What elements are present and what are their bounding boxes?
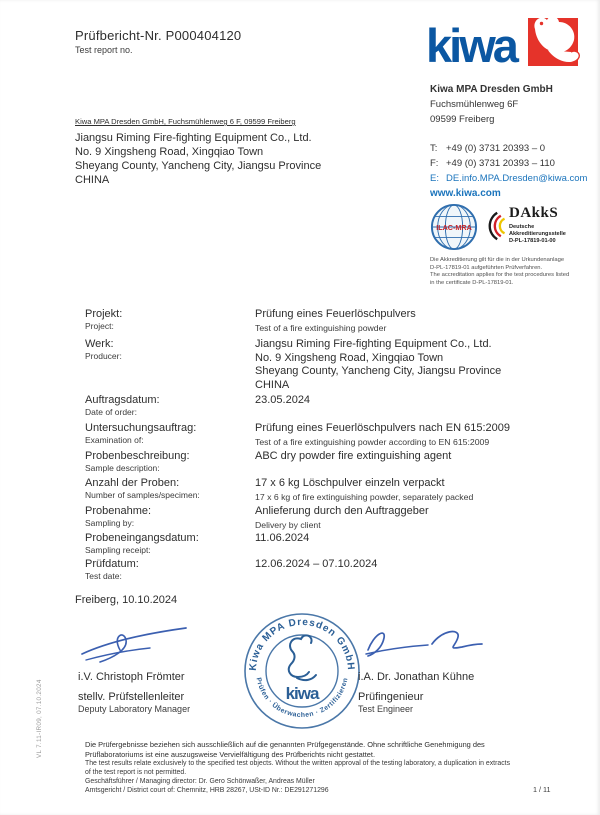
footer-block: Die Prüfergebnisse beziehen sich ausschließlich auf die genannten Prüfgegenstände. Ohne schriftliche Genehmigung des Prüflaboratoriums ist eine auszugsweise Vervielfältigung des Prüfberichts nicht gestattet. The test results relate exclusively to the specified test objects. Without the written approval of the testing laboratory, a duplication in extracts of the test report is not permitted. Geschäftsführer / Managing director: Dr. Gero Schönwaßer, Andreas Müller Amtsgericht / District court of: Chemnitz, HRB 28267, USt-ID Nr.: DE291271296: [85, 740, 555, 795]
report-number: Prüfbericht-Nr. P000404120: [75, 28, 242, 43]
field-project: Projekt: Project: Prüfung eines Feuerlöschpulvers Test of a fire extinguishing powder: [85, 308, 416, 333]
footer-management: Geschäftsführer / Managing director: Dr. Gero Schönwaßer, Andreas Müller: [85, 778, 315, 786]
company-city: 09599 Freiberg: [430, 114, 495, 125]
email-row: E: DE.info.MPA.Dresden@kiwa.com: [430, 173, 588, 184]
svg-text:ILAC-MRA: ILAC-MRA: [436, 222, 472, 232]
field-sample-receipt: Probeneingangsdatum: Sampling receipt: 11.06.2024: [85, 532, 310, 555]
signer-name: i.V. Christoph Frömter: [78, 671, 185, 683]
recipient-address: [75, 131, 321, 187]
company-address-block: [430, 82, 553, 127]
field-examination: Untersuchungsauftrag: Examination of: Prüfung eines Feuerlöschpulvers nach EN 615:2009 Test of a fire extinguishing powder according to EN 615:2009: [85, 422, 510, 447]
footer-court: Amtsgericht / District court of: Chemnitz, HRB 28267, USt-ID Nr.: DE291271296: [85, 787, 329, 795]
document-version-sidebar: VL 7.11-IR09, 07.10.2024: [36, 679, 43, 758]
signer-name: i.A. Dr. Jonathan Kühne: [358, 671, 475, 683]
fax-number: +49 (0) 3731 20393 – 110: [446, 158, 555, 169]
signature-kuehne-icon: [358, 622, 488, 664]
place-and-date: Freiberg, 10.10.2024: [75, 594, 178, 606]
stamp-kiwa-word: kiwa: [285, 684, 319, 703]
phone-row: T: +49 (0) 3731 20393 – 0: [430, 143, 546, 154]
ilac-mra-logo: [430, 203, 478, 251]
phone-number: +49 (0) 3731 20393 – 0: [446, 143, 546, 154]
dakks-subtitle: Deutsche Akkreditierungsstelle D-PL-17819-01-00: [509, 224, 566, 244]
recipient-line: CHINA: [75, 174, 110, 186]
field-sampling-by: Probenahme: Sampling by: Anlieferung durch den Auftraggeber Delivery by client: [85, 505, 429, 530]
signer-title-en: Deputy Laboratory Manager: [78, 704, 191, 714]
recipient-line: Sheyang County, Yancheng City, Jiangsu Province: [75, 160, 322, 172]
kiwa-wordmark: kiwa: [428, 19, 516, 72]
recipient-line: No. 9 Xingsheng Road, Xingqiao Town: [75, 146, 264, 158]
report-number-block: [75, 28, 241, 55]
signer-title-en: Test Engineer: [358, 704, 414, 714]
field-test-date: Prüfdatum: Test date: 12.06.2024 – 07.10.2024: [85, 558, 378, 581]
footer-disclaimer-de: Die Prüfergebnisse beziehen sich ausschließlich auf die genannten Prüfgegenstände. Ohne schriftliche Genehmigung des: [85, 740, 485, 749]
stamp-top-text: Kiwa MPA Dresden GmbH: [247, 616, 357, 672]
stamp-bottom-text: Prüfen · Überwachen · Zertifizieren: [254, 676, 350, 720]
signature-right: [358, 622, 548, 714]
dakks-wordmark: DAkkS: [509, 205, 559, 221]
website-url: www.kiwa.com: [430, 188, 501, 199]
beaver-icon: [528, 16, 579, 66]
contact-block: [430, 141, 587, 186]
field-order-date: Auftragsdatum: Date of order: 23.05.2024: [85, 394, 311, 417]
company-street: Fuchsmühlenweg 6F: [430, 99, 519, 110]
svg-text:Kiwa MPA Dresden GmbH: [248, 617, 356, 671]
field-sample-count: Anzahl der Proben: Number of samples/specimen: 17 x 6 kg Löschpulver einzeln verpackt 17 x 6 kg of fire extinguishing powder, separately packed: [85, 477, 474, 502]
sender-line: Kiwa MPA Dresden GmbH, Fuchsmühlenweg 6 F, 09599 Freiberg: [75, 117, 296, 126]
field-sample-description: Probenbeschreibung: Sample description: ABC dry powder fire extinguishing agent: [85, 450, 452, 473]
email-address: DE.info.MPA.Dresden@kiwa.com: [446, 173, 588, 184]
signer-title-de: stellv. Prüfstellenleiter: [78, 691, 185, 703]
company-name: Kiwa MPA Dresden GmbH: [430, 84, 553, 95]
fax-row: F: +49 (0) 3731 20393 – 110: [430, 158, 555, 169]
field-producer: Werk: Producer: Jiangsu Riming Fire-fighting Equipment Co., Ltd. No. 9 Xingsheng Road, Xingqiao Town Sheyang County, Yancheng City, Jiangsu Province CHINA: [85, 338, 502, 391]
accreditation-note: Die Akkreditierung gilt für die in der Urkundenanlage D-PL-17819-01 aufgeführten Prüfverfahren. The accreditation applies for the test procedures listed in the certificate D-PL-17819-01.: [430, 257, 570, 286]
signature-froemter-icon: [78, 622, 193, 664]
dakks-logo: [484, 205, 566, 247]
recipient-line: Jiangsu Riming Fire-fighting Equipment Co., Ltd.: [75, 132, 312, 144]
report-number-sub: Test report no.: [75, 45, 133, 55]
kiwa-logo: [428, 12, 588, 83]
stamp-beaver-icon: [289, 635, 316, 680]
signature-left: [78, 622, 268, 714]
footer-disclaimer-en: The test results relate exclusively to the specified test objects. Without the written approval of the testing laboratory, a duplication in extracts: [85, 760, 511, 768]
signer-title-de: Prüfingenieur: [358, 691, 424, 703]
dakks-arcs-icon: [484, 205, 506, 247]
kiwa-round-stamp: [241, 610, 363, 737]
page-number: 1 / 11: [533, 785, 551, 794]
accreditation-block: [430, 203, 590, 287]
